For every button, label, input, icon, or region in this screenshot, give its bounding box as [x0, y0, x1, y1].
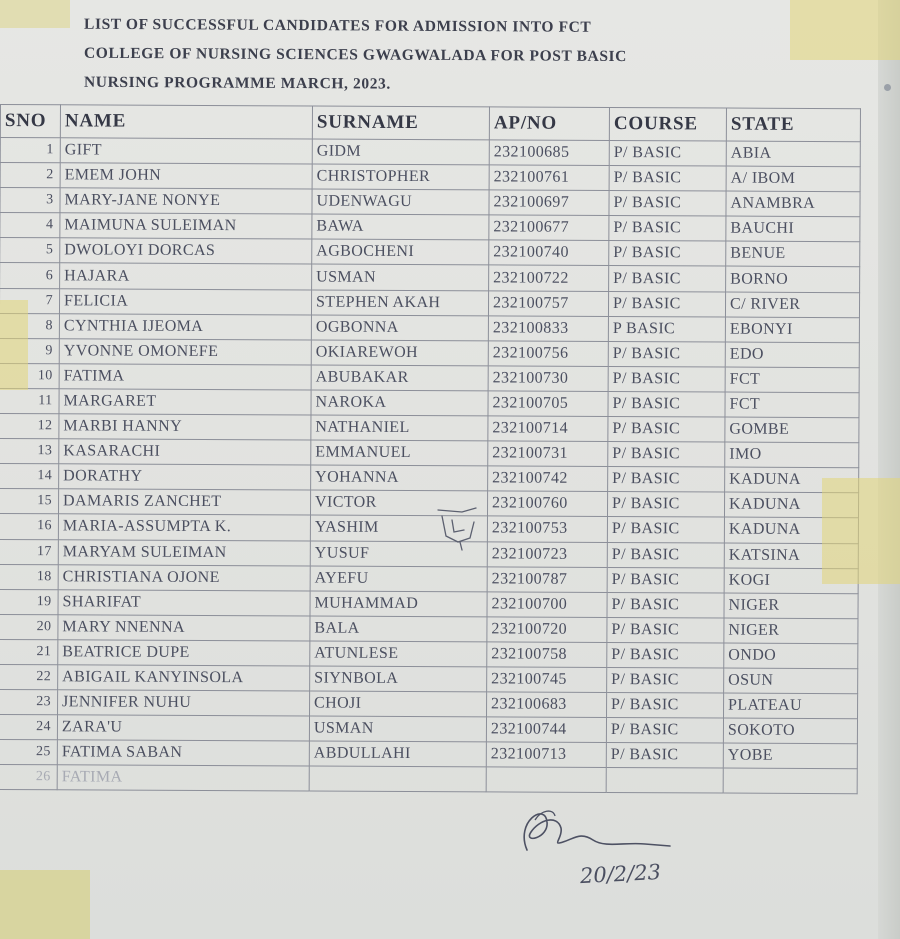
- cell-apno: 232100697: [489, 190, 609, 216]
- cell-apno: 232100685: [489, 140, 609, 166]
- cell-state: SOKOTO: [723, 718, 857, 744]
- cell-state: A/ IBOM: [726, 166, 860, 192]
- cell-surname: OKIAREWOH: [311, 340, 488, 366]
- cell-surname: CHOJI: [310, 691, 487, 717]
- cell-surname: BALA: [310, 616, 487, 642]
- cell-state: EBONYI: [725, 317, 859, 343]
- tape-strip: [0, 300, 28, 390]
- cell-surname: GIDM: [312, 139, 489, 165]
- cell-surname: AYEFU: [310, 566, 487, 592]
- pin-head: [884, 84, 891, 91]
- cell-course: P/ BASIC: [608, 391, 725, 417]
- cell-name: FATIMA: [59, 364, 311, 390]
- title-line: LIST OF SUCCESSFUL CANDIDATES FOR ADMISSION INTO FCT: [84, 15, 592, 36]
- cell-surname: USMAN: [312, 264, 489, 290]
- cell-sno: 9: [0, 338, 59, 363]
- cell-course: P/ BASIC: [606, 743, 723, 769]
- cell-course: P/ BASIC: [607, 567, 724, 593]
- cell-name: FELICIA: [59, 288, 311, 314]
- cell-apno: 232100740: [489, 240, 609, 266]
- cell-course: P/ BASIC: [607, 517, 724, 543]
- cell-sno: 15: [0, 489, 59, 514]
- cell-name: KASARACHI: [59, 439, 311, 465]
- cell-apno: 232100758: [487, 642, 607, 668]
- cell-name: YVONNE OMONEFE: [59, 339, 311, 365]
- table-body: [0, 138, 860, 795]
- cell-state: GOMBE: [725, 417, 859, 443]
- cell-name: BEATRICE DUPE: [58, 640, 310, 666]
- cell-surname: OGBONNA: [311, 315, 488, 341]
- cell-surname: AGBOCHENI: [312, 239, 489, 265]
- table-row: [0, 765, 857, 794]
- cell-sno: 4: [0, 213, 60, 238]
- cell-surname: UDENWAGU: [312, 189, 489, 215]
- cell-state: IMO: [725, 442, 859, 468]
- cell-sno: 25: [0, 740, 57, 765]
- cell-sno: 5: [0, 238, 60, 263]
- cell-surname: BAWA: [312, 214, 489, 240]
- table-header-row: [0, 105, 860, 142]
- cell-name: MARYAM SULEIMAN: [58, 539, 310, 565]
- cell-apno: 232100730: [488, 366, 608, 392]
- cell-course: P/ BASIC: [609, 191, 726, 217]
- cell-name: SHARIFAT: [58, 589, 310, 615]
- cell-name: DAMARIS ZANCHET: [58, 489, 310, 515]
- cell-surname: VICTOR: [310, 490, 487, 516]
- cell-course: P/ BASIC: [607, 617, 724, 643]
- cell-apno: 232100833: [488, 316, 608, 342]
- cell-surname: SIYNBOLA: [310, 666, 487, 692]
- cell-apno: 232100787: [487, 566, 607, 592]
- cell-state: [723, 768, 857, 794]
- cell-course: P/ BASIC: [608, 442, 725, 468]
- cell-apno: 232100745: [487, 667, 607, 693]
- cell-surname: CHRISTOPHER: [312, 164, 489, 190]
- cell-name: MARGARET: [59, 389, 311, 415]
- cell-state: ABIA: [726, 141, 860, 167]
- cell-course: P/ BASIC: [608, 366, 725, 392]
- cell-course: P BASIC: [608, 316, 725, 342]
- cell-state: KATSINA: [724, 543, 858, 569]
- cell-apno: 232100761: [489, 165, 609, 191]
- cell-sno: 22: [0, 664, 58, 689]
- cell-surname: ATUNLESE: [310, 641, 487, 667]
- document-title: [84, 10, 824, 102]
- title-line: NURSING PROGRAMME MARCH, 2023.: [84, 73, 391, 93]
- cell-course: P/ BASIC: [609, 166, 726, 192]
- cell-name: MAIMUNA SULEIMAN: [60, 213, 312, 239]
- cell-apno: 232100757: [488, 290, 608, 316]
- signature-date: 20/2/23: [579, 859, 662, 889]
- cell-surname: NAROKA: [311, 390, 488, 416]
- cell-course: P/ BASIC: [608, 291, 725, 317]
- ink-mark-icon: [432, 502, 484, 552]
- cell-surname: USMAN: [309, 716, 486, 742]
- cell-sno: 19: [0, 589, 58, 614]
- cell-sno: 12: [0, 414, 59, 439]
- cell-sno: 1: [0, 138, 60, 163]
- cell-state: KADUNA: [724, 492, 858, 518]
- cell-sno: 8: [0, 313, 59, 338]
- cell-state: YOBE: [723, 743, 857, 769]
- cell-apno: 232100720: [487, 617, 607, 643]
- cell-state: KOGI: [724, 568, 858, 594]
- cell-name: FATIMA: [57, 765, 309, 791]
- cell-state: NIGER: [724, 593, 858, 619]
- cell-surname: YUSUF: [310, 541, 487, 567]
- cell-apno: [486, 767, 606, 793]
- cell-sno: 14: [0, 464, 59, 489]
- cell-course: P/ BASIC: [607, 642, 724, 668]
- cell-surname: YASHIM: [310, 515, 487, 541]
- cell-course: P/ BASIC: [607, 693, 724, 719]
- cell-apno: 232100760: [487, 491, 607, 517]
- cell-course: P/ BASIC: [609, 241, 726, 267]
- column-header-course: COURSE: [609, 107, 726, 141]
- cell-sno: 26: [0, 765, 57, 790]
- cell-apno: 232100705: [488, 391, 608, 417]
- title-line: COLLEGE OF NURSING SCIENCES GWAGWALADA FOR POST BASIC: [84, 44, 627, 66]
- cell-sno: 24: [0, 715, 58, 740]
- cell-state: NIGER: [724, 618, 858, 644]
- cell-sno: 7: [0, 288, 60, 313]
- cell-surname: [309, 766, 486, 792]
- cell-name: CHRISTIANA OJONE: [58, 564, 310, 590]
- cell-course: P/ BASIC: [609, 216, 726, 242]
- cell-course: P/ BASIC: [607, 492, 724, 518]
- cell-apno: 232100677: [489, 215, 609, 241]
- cell-name: MARY-JANE NONYE: [60, 188, 312, 214]
- cell-sno: 13: [0, 439, 59, 464]
- cell-course: P/ BASIC: [606, 718, 723, 744]
- cell-apno: 232100723: [487, 541, 607, 567]
- cell-surname: ABDULLAHI: [309, 741, 486, 767]
- cell-state: PLATEAU: [724, 693, 858, 719]
- tape-strip: [822, 478, 900, 584]
- cell-state: EDO: [725, 342, 859, 368]
- cell-apno: 232100756: [488, 341, 608, 367]
- cell-course: P/ BASIC: [609, 266, 726, 292]
- cell-sno: 21: [0, 639, 58, 664]
- cell-course: P/ BASIC: [607, 667, 724, 693]
- cell-sno: 20: [0, 614, 58, 639]
- cell-apno: 232100731: [488, 441, 608, 467]
- cell-apno: 232100683: [487, 692, 607, 718]
- column-header-sno: SNO: [0, 105, 60, 138]
- cell-sno: 23: [0, 690, 58, 715]
- cell-apno: 232100714: [488, 416, 608, 442]
- tape-strip: [0, 870, 90, 939]
- cell-sno: 6: [0, 263, 60, 288]
- cell-apno: 232100744: [486, 717, 606, 743]
- cell-apno: 232100700: [487, 592, 607, 618]
- cell-name: HAJARA: [60, 263, 312, 289]
- cell-state: KADUNA: [724, 517, 858, 543]
- cell-sno: 2: [0, 163, 60, 188]
- cell-apno: 232100742: [488, 466, 608, 492]
- cell-name: EMEM JOHN: [60, 163, 312, 189]
- cell-name: DWOLOYI DORCAS: [60, 238, 312, 264]
- cell-surname: YOHANNA: [311, 465, 488, 491]
- cell-sno: 16: [0, 514, 58, 539]
- cell-apno: 232100753: [487, 516, 607, 542]
- candidates-table: [0, 104, 861, 795]
- cell-state: KADUNA: [725, 467, 859, 493]
- cell-name: MARY NNENNA: [58, 615, 310, 641]
- cell-state: BENUE: [726, 241, 860, 267]
- cell-course: P/ BASIC: [608, 341, 725, 367]
- column-header-name: NAME: [60, 105, 312, 139]
- cell-sno: 17: [0, 539, 58, 564]
- cell-name: CYNTHIA IJEOMA: [59, 313, 311, 339]
- cell-apno: 232100722: [489, 265, 609, 291]
- cell-course: P/ BASIC: [609, 140, 726, 166]
- cell-sno: 18: [0, 564, 58, 589]
- cell-course: P/ BASIC: [607, 592, 724, 618]
- tape-strip: [0, 0, 70, 28]
- cell-sno: 11: [0, 388, 59, 413]
- cell-state: ANAMBRA: [726, 191, 860, 217]
- cell-name: FATIMA SABAN: [57, 740, 309, 766]
- board-edge: [878, 0, 900, 939]
- cell-course: P/ BASIC: [608, 417, 725, 443]
- cell-name: GIFT: [60, 138, 312, 164]
- cell-surname: ABUBAKAR: [311, 365, 488, 391]
- cell-state: FCT: [725, 367, 859, 393]
- cell-apno: 232100713: [486, 742, 606, 768]
- cell-name: DORATHY: [59, 464, 311, 490]
- column-header-apno: AP/NO: [489, 107, 609, 141]
- cell-surname: EMMANUEL: [311, 440, 488, 466]
- cell-state: OSUN: [724, 668, 858, 694]
- cell-name: ABIGAIL KANYINSOLA: [58, 665, 310, 691]
- cell-name: MARBI HANNY: [59, 414, 311, 440]
- cell-sno: 3: [0, 188, 60, 213]
- cell-course: P/ BASIC: [607, 542, 724, 568]
- cell-course: P/ BASIC: [608, 467, 725, 493]
- cell-surname: NATHANIEL: [311, 415, 488, 441]
- cell-name: ZARA'U: [57, 715, 309, 741]
- cell-surname: MUHAMMAD: [310, 591, 487, 617]
- cell-state: ONDO: [724, 643, 858, 669]
- cell-name: MARIA-ASSUMPTA K.: [58, 514, 310, 540]
- cell-state: BAUCHI: [726, 216, 860, 242]
- cell-state: BORNO: [726, 267, 860, 293]
- column-header-state: STATE: [726, 108, 860, 142]
- cell-surname: STEPHEN AKAH: [311, 290, 488, 316]
- cell-sno: 10: [0, 363, 59, 388]
- cell-state: C/ RIVER: [725, 292, 859, 318]
- cell-name: JENNIFER NUHU: [58, 690, 310, 716]
- cell-course: [606, 768, 723, 794]
- cell-state: FCT: [725, 392, 859, 418]
- column-header-surname: SURNAME: [312, 106, 489, 140]
